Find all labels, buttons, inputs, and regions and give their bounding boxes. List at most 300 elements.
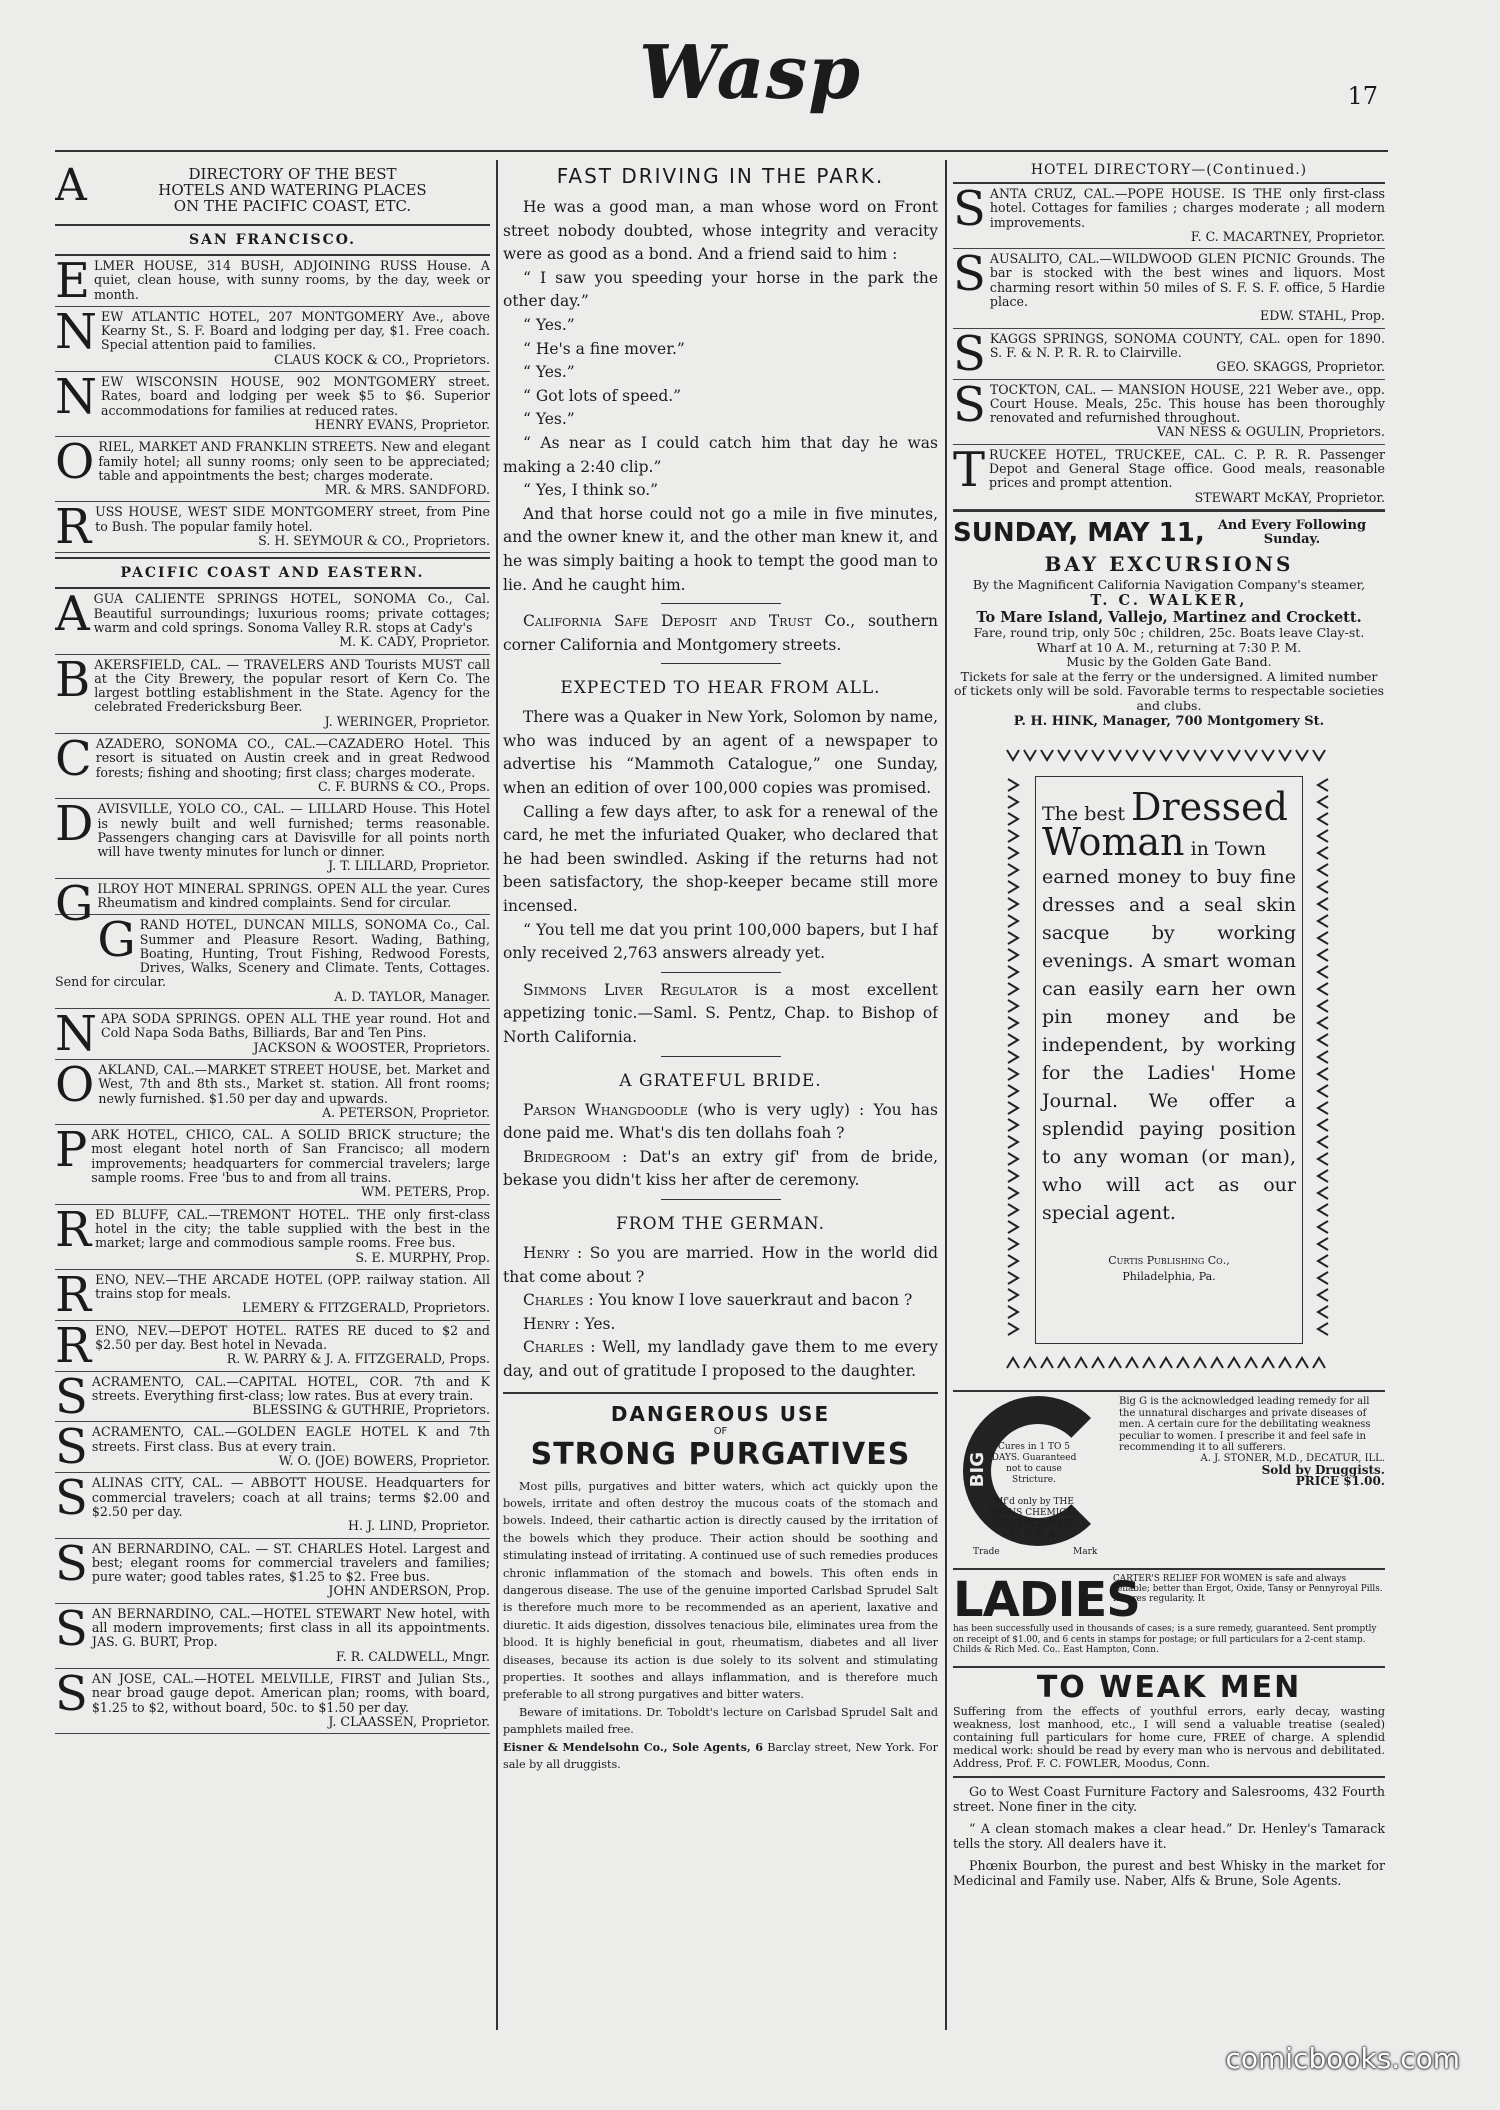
entry-proprietor: A. PETERSON, Proprietor. xyxy=(322,1104,490,1120)
entry-initial: A xyxy=(55,586,90,643)
entry-proprietor: STEWART McKAY, Proprietor. xyxy=(1194,489,1385,505)
paragraph: There was a Quaker in New York, Solomon by name, who was induced by an agent of a newspaper to advertise his “Mammoth Catalogue,” one Sunday, when an edition of over 100,000 copies was promised. xyxy=(503,708,938,798)
bay-destinations: To Mare Island, Vallejo, Martinez and Crockett. xyxy=(976,609,1362,627)
paragraph: Most pills, purgatives and bitter waters, which act quickly upon the bowels, irritate and often destroy the mucous coats of the stomach and bowels. Indeed, their cathartic action is directly caused by the irritation of the bowels which they produce. Their action should be soothing and stimulating instead of irritating. A continued use of such remedies produces chronic inflammation of the stomach and bowels. This often ends in dangerous disease. The use of the genuine imported Carlsbad Sprudel Salt is therefore much more to be recommended as an aperient, laxative and diuretic. It aids digestion, dissolves tenacious bile, eliminates urea from the blood. It is highly beneficial in gout, rheumatism, diabetes and all liver diseases, because its action is due solely to its solvent and stimulating properties. It soothes and allays inflammation, and is therefore much preferable to all strong purgatives and bitter waters. xyxy=(503,1479,938,1702)
entry-text: ACRAMENTO, CAL.—CAPITAL HOTEL, COR. 7th and K streets. Everything first-class; low rates. Bus at every train. xyxy=(91,1373,490,1403)
ornament-mark xyxy=(1126,1358,1138,1368)
advert-signature: Curtis Publishing Co., Philadelphia, Pa. xyxy=(1108,1254,1230,1284)
ornament-mark xyxy=(1318,966,1328,978)
ornament-mark xyxy=(1318,1255,1328,1267)
directory-heading-lines xyxy=(95,166,490,214)
ornament-mark xyxy=(1177,750,1189,760)
entry-initial: N xyxy=(55,303,97,360)
directory-entry xyxy=(55,499,490,556)
directory-entry xyxy=(55,1419,490,1476)
entry-initial: R xyxy=(55,1317,92,1374)
ornament-mark xyxy=(1318,1187,1328,1199)
ornament-mark xyxy=(1008,813,1018,825)
ornament-mark xyxy=(1318,1102,1328,1114)
entry-text: GUA CALIENTE SPRINGS HOTEL, SONOMA Co., Cal. Beautiful surroundings; luxurious rooms; private cottages; warm and cold springs. Sonoma Valley R.R. stops at Cady's xyxy=(93,591,490,635)
entry-text: ENO, NEV.—THE ARCADE HOTEL (OPP. railway station. All trains stop for meals. xyxy=(95,1271,490,1302)
directory-entry xyxy=(55,1317,490,1374)
entry-initial: E xyxy=(55,253,91,309)
entry-proprietor: JOHN ANDERSON, Prop. xyxy=(328,1583,490,1599)
entry-text: AZADERO, SONOMA CO., CAL.—CAZADERO Hotel. This resort is situated on Austin creek and in great Redwood forests; fishing and shooting; first class; charges moderate. xyxy=(95,736,490,780)
speech: Yes. xyxy=(584,1314,616,1333)
paragraph: “ I saw you speeding your horse in the park the other day.” xyxy=(503,268,938,311)
ornament-mark xyxy=(1177,1358,1189,1368)
ornament-mark xyxy=(1008,1255,1018,1267)
ornament-mark xyxy=(1318,779,1328,791)
ornament-mark xyxy=(1008,898,1018,910)
hotel-entries-continued xyxy=(953,181,1385,510)
ornament-mark xyxy=(1008,1272,1018,1284)
ornament-mark xyxy=(1008,1187,1018,1199)
directory-entry xyxy=(55,253,490,309)
entry-initial: S xyxy=(953,246,986,303)
directory-entry xyxy=(55,875,490,932)
ornament-mark xyxy=(1143,750,1155,760)
entry-text: AKLAND, CAL.—MARKET STREET HOUSE, bet. Market and West, 7th and 8th sts., Market st. station. All front rooms; newly furnished. $1.50 per day and upwards. xyxy=(98,1061,490,1106)
ornament-mark xyxy=(1318,881,1328,893)
ornament-mark xyxy=(1245,750,1257,760)
ornament-mark xyxy=(1318,1153,1328,1165)
bay-excursions-advert xyxy=(953,510,1385,731)
entry-initial: O xyxy=(55,434,95,491)
directory-entry xyxy=(55,1122,490,1204)
column-rule-2 xyxy=(945,160,947,2030)
directory-entry xyxy=(55,1266,490,1323)
ornament-mark xyxy=(1008,932,1018,944)
entry-proprietor: CLAUS KOCK & CO., Proprietors. xyxy=(274,351,490,367)
steamer-name: T. C. WALKER, xyxy=(1090,592,1248,610)
directory-heading xyxy=(55,160,490,226)
ornament-mark xyxy=(1313,750,1325,760)
purgatives-body xyxy=(503,1478,938,1739)
bay-excursions-title: BAY EXCURSIONS xyxy=(1044,551,1294,576)
ornament-mark xyxy=(1008,796,1018,808)
drop-cap-a: A xyxy=(55,160,87,211)
ornament-mark xyxy=(1008,1323,1018,1335)
ornament-mark xyxy=(1318,1323,1328,1335)
entry-text: LMER HOUSE, 314 BUSH, ADJOINING RUSS House. A quiet, clean house, with sunny rooms, by the day, week or month. xyxy=(94,258,490,302)
entry-text: AVISVILLE, YOLO CO., CAL. — LILLARD House. This Hotel is newly built and well furnished; terms reasonable. Passengers changing cars at Davisville for all points north will have twenty minutes for lunch or dinner. xyxy=(97,801,490,860)
speaker: Charles : xyxy=(523,1338,596,1357)
entry-text: APA SODA SPRINGS. OPEN ALL THE year round. Hot and Cold Napa Soda Baths, Billiards, Bar and Ten Pins. xyxy=(101,1011,490,1041)
ornament-mark xyxy=(1318,932,1328,944)
speaker: Parson Whangdoodle xyxy=(523,1100,688,1119)
safe-deposit-notice: California Safe Deposit and Trust Co., southern corner California and Montgomery streets. xyxy=(503,612,938,654)
entry-initial: R xyxy=(55,1201,92,1258)
paragraph: He was a good man, a man whose word on Front street nobody doubted, whose integrity and veracity were as good as a bond. And a friend said to him : xyxy=(503,198,938,264)
ornament-mark xyxy=(1318,813,1328,825)
purgatives-heading-2: STRONG PURGATIVES xyxy=(530,1436,911,1472)
entry-text: AUSALITO, CAL.—WILDWOOD GLEN PICNIC Grounds. The bar is stocked with the best wines and liquors. Most charming resort within 50 miles of S. F. S. F. office, 5 Hardie place. xyxy=(989,251,1385,310)
ornament-mark xyxy=(1092,1358,1104,1368)
ornament-mark xyxy=(1143,1358,1155,1368)
section-san-francisco: SAN FRANCISCO. xyxy=(55,226,490,256)
entry-proprietor: J. WERINGER, Proprietor. xyxy=(324,713,490,729)
title-fast-driving: FAST DRIVING IN THE PARK. xyxy=(556,164,885,188)
ornament-mark xyxy=(1318,864,1328,876)
entry-text: RUCKEE HOTEL, TRUCKEE, CAL. C. P. R. R. Passenger Depot and General Stage office. Good meals, reasonable prices and prompt attention. xyxy=(989,446,1385,491)
entry-proprietor: J. CLAASSEN, Proprietor. xyxy=(328,1713,490,1729)
column-hotel-directory xyxy=(55,160,490,2040)
bay-fare: Fare, round trip, only 50c ; children, 25c. Boats leave Clay-st. Wharf at 10 A. M., returning at 7:30 P. M. xyxy=(973,625,1365,655)
ornament-mark xyxy=(1092,750,1104,760)
dialogue-line xyxy=(503,1336,938,1383)
ornament-mark xyxy=(1007,1358,1019,1368)
separator xyxy=(661,1056,781,1057)
ornament-mark xyxy=(1228,1358,1240,1368)
bay-music: Music by the Golden Gate Band. xyxy=(1066,654,1272,670)
entry-initial: B xyxy=(55,651,91,708)
ornament-mark xyxy=(1008,966,1018,978)
ornament-mark xyxy=(1008,1017,1018,1029)
simmons-notice: Simmons Liver Regulator is a most excellent appetizing tonic.—Saml. S. Pentz, Chap. to Bishop of North California. xyxy=(503,980,938,1046)
ornament-mark xyxy=(1318,1221,1328,1233)
entry-proprietor: R. W. PARRY & J. A. FITZGERALD, Props. xyxy=(226,1351,490,1367)
ornament-mark xyxy=(1008,1085,1018,1097)
entry-initial: S xyxy=(55,1665,88,1722)
weak-men-text: Suffering from the effects of youthful errors, early decay, wasting weakness, lost manhood, etc., I will send a valuable treatise (sealed) containing full particulars for home cure, FREE of charge. A splendid medical work: should be read by every man who is nervous and debilitated. Address, Prof. F. C. FOWLER, Moodus, Conn. xyxy=(953,1705,1385,1771)
directory-entry xyxy=(55,912,490,1009)
purgatives-advert xyxy=(503,1392,938,1774)
entry-text: EW ATLANTIC HOTEL, 207 MONTGOMERY Ave., above Kearny St., S. F. Board and lodging per day, $1. Free coach. Special attention paid to families. xyxy=(101,308,490,353)
ornament-mark xyxy=(1109,750,1121,760)
entry-initial: O xyxy=(55,1056,95,1113)
directory-entry xyxy=(55,434,490,502)
directory-entry xyxy=(55,1535,490,1604)
entry-initial: T xyxy=(953,441,986,498)
ornament-mark xyxy=(1318,949,1328,961)
entry-initial: D xyxy=(55,796,94,853)
watermark: comicbooks.com xyxy=(1225,2042,1460,2075)
ornament-mark xyxy=(1008,830,1018,842)
entry-initial: G xyxy=(97,912,136,969)
expected-article xyxy=(503,706,938,966)
entry-proprietor: MR. & MRS. SANDFORD. xyxy=(324,482,490,498)
entry-text: ARK HOTEL, CHICO, CAL. A SOLID BRICK structure; the most elegant hotel north of San Francisco; all modern improvements; headquarters for commercial travelers; large sample rooms. Free 'bus to and from all trains. xyxy=(91,1127,490,1186)
entry-proprietor: A. D. TAYLOR, Manager. xyxy=(334,988,490,1004)
speech: Dat's an extry gif' from de bride, bekase you didn't kiss her after de ceremony. xyxy=(503,1147,938,1190)
bay-line: By the Magnificent California Navigation Company's steamer, xyxy=(972,576,1366,592)
ornament-mark xyxy=(1008,1136,1018,1148)
ornament-mark xyxy=(1008,1221,1018,1233)
san-francisco-entries xyxy=(55,253,490,556)
ornament-mark xyxy=(1279,750,1291,760)
column-ads xyxy=(953,160,1385,2040)
ornament-mark xyxy=(1007,750,1019,760)
entry-text: KAGGS SPRINGS, SONOMA COUNTY, CAL. open for 1890. S. F. & N. P. R. R. to Clairville. xyxy=(989,330,1385,360)
directory-entry xyxy=(953,325,1385,382)
directory-heading-line: HOTELS AND WATERING PLACES xyxy=(158,181,427,199)
ornament-mark xyxy=(1008,1068,1018,1080)
entry-initial: S xyxy=(953,325,986,382)
entry-text: USS HOUSE, WEST SIDE MONTGOMERY street, from Pine to Bush. The popular family hotel. xyxy=(95,504,490,534)
ornament-mark xyxy=(1245,1358,1257,1368)
entry-text: AN BERNARDINO, CAL. — ST. CHARLES Hotel. Largest and best; elegant rooms for commercial travelers and families; pure water; good tables rates, $1.25 to $2. Free bus. xyxy=(91,1540,490,1585)
entry-initial: R xyxy=(55,499,92,556)
big-g-advert xyxy=(953,1390,1385,1568)
grateful-bride-article xyxy=(503,1099,938,1193)
entry-proprietor: J. T. LILLARD, Proprietor. xyxy=(328,858,490,874)
from-german-article xyxy=(503,1242,938,1384)
ornament-mark xyxy=(1008,1238,1018,1250)
ornament-mark xyxy=(1318,983,1328,995)
ornament-mark xyxy=(1318,1051,1328,1063)
directory-entry xyxy=(55,1006,490,1063)
speaker: Charles : xyxy=(523,1291,594,1310)
ornament-mark xyxy=(1318,1119,1328,1131)
ornament-mark xyxy=(1008,983,1018,995)
paragraph: “ Yes.” xyxy=(523,363,575,382)
ornament-mark xyxy=(1008,1170,1018,1182)
ornament-mark xyxy=(1008,1000,1018,1012)
entry-text: ANTA CRUZ, CAL.—POPE HOUSE. IS THE only first-class hotel. Cottages for families ; charges moderate ; all modern improvements. xyxy=(989,186,1385,230)
paragraph: “ Yes.” xyxy=(523,315,575,334)
dialogue-line xyxy=(503,1146,938,1193)
ornament-mark xyxy=(1318,1136,1328,1148)
entry-proprietor: W. O. (JOE) BOWERS, Proprietor. xyxy=(278,1453,490,1469)
ornament-mark xyxy=(1318,1204,1328,1216)
separator xyxy=(661,663,781,664)
ladies-bottom-text: has been successfully used in thousands of cases; is a sure remedy, guaranteed. Sent promptly on receipt of $1.00, and 6 cents in stamps for postage; or full particulars for a 2-cent stamp. Childs & Rich Med. Co.. East Hampton, Conn. xyxy=(953,1624,1377,1656)
ornament-mark xyxy=(1318,1034,1328,1046)
bay-manager: P. H. HINK, Manager, 700 Montgomery St. xyxy=(1013,714,1325,730)
masthead xyxy=(0,30,1500,150)
misc-notice: Go to West Coast Furniture Factory and Salesrooms, 432 Fourth street. None finer in the city. xyxy=(953,1784,1385,1815)
column-rule-1 xyxy=(496,160,498,2030)
header-rule xyxy=(55,150,1388,152)
ornament-mark xyxy=(1008,1119,1018,1131)
entry-proprietor: F. C. MACARTNEY, Proprietor. xyxy=(1190,228,1385,244)
ornament-mark xyxy=(1024,1358,1036,1368)
entry-initial: S xyxy=(953,181,986,237)
entry-initial: S xyxy=(55,1419,88,1476)
paragraph: “ Got lots of speed.” xyxy=(523,386,682,405)
ornament-mark xyxy=(1262,1358,1274,1368)
title-grateful-bride: A GRATEFUL BRIDE. xyxy=(619,1070,822,1091)
fast-driving-article xyxy=(503,196,938,597)
column-articles xyxy=(503,160,938,2040)
ornament-mark xyxy=(1008,1306,1018,1318)
ornament-mark xyxy=(1109,1358,1121,1368)
entry-text: TOCKTON, CAL. — MANSION HOUSE, 221 Weber ave., opp. Court House. Meals, 25c. This house has been thoroughly renovated and refurnished throughout. xyxy=(989,381,1385,426)
ornament-mark xyxy=(1008,847,1018,859)
ornament-mark xyxy=(1008,864,1018,876)
ornament-mark xyxy=(1318,915,1328,927)
entry-proprietor: HENRY EVANS, Proprietor. xyxy=(314,416,490,432)
ornament-mark xyxy=(1008,1034,1018,1046)
paragraph: And that horse could not go a mile in five minutes, and the owner knew it, and the other man knew it, and he was simply baiting a hook to tempt the good man to lie. And he caught him. xyxy=(503,504,938,594)
ornament-mark xyxy=(1228,750,1240,760)
ornament-mark xyxy=(1318,1170,1328,1182)
entry-proprietor: LEMERY & FITZGERALD, Proprietors. xyxy=(242,1300,490,1316)
advert-text: The best Dressed Woman in Town earned money to buy fine dresses and a seal skin sacque by working evenings. A smart woman can easily earn her own pin money and be independent, by working for the Ladies' Home Journal. We offer a splendid paying position to any woman (or man), who will act as our special agent. Curtis Publishing Co., Philadelphia, Pa. xyxy=(1042,785,1296,1284)
ornament-mark xyxy=(1041,750,1053,760)
pacific-coast-entries xyxy=(55,586,490,1734)
ornament-mark xyxy=(1318,1306,1328,1318)
directory-entry xyxy=(55,1470,490,1538)
section-pacific-coast: PACIFIC COAST AND EASTERN. xyxy=(55,557,490,589)
paragraph: Beware of imitations. Dr. Toboldt's lecture on Carlsbad Sprudel Salt and pamphlets mailed free. xyxy=(503,1705,938,1737)
entry-proprietor: GEO. SKAGGS, Proprietor. xyxy=(1216,359,1385,375)
speaker: Bridegroom : xyxy=(523,1147,628,1166)
advert-inner-panel xyxy=(1035,776,1303,1344)
purgatives-heading-1: DANGEROUS USE xyxy=(610,1401,831,1426)
entry-text: ILROY HOT MINERAL SPRINGS. OPEN ALL the year. Cures Rheumatism and kindred complaints. Send for circular. xyxy=(97,880,490,910)
big-g-word: BIG xyxy=(967,1452,988,1488)
big-g-description: Big G is the acknowledged leading remedy for all the unnatural discharges and private diseases of men. A certain cure for the debilitating weakness peculiar to women. I prescribe it and feel safe in recommending it to all sufferers. A. J. STONER, M.D., DECATUR, ILL. Sold by Druggists. PRICE $1.00. xyxy=(1119,1396,1385,1489)
ornament-mark xyxy=(1318,1289,1328,1301)
ornament-mark xyxy=(1318,898,1328,910)
eisner-agents: Eisner & Mendelsohn Co., Sole Agents, 6 Barclay street, New York. For sale by all druggists. xyxy=(503,1739,938,1772)
misc-notice: Phœnix Bourbon, the purest and best Whisky in the market for Medicinal and Family use. Naber, Alfs & Brune, Sole Agents. xyxy=(953,1858,1385,1889)
mark-label: Mark xyxy=(1073,1547,1098,1558)
entry-proprietor: WM. PETERS, Prop. xyxy=(361,1184,490,1200)
entry-text: ACRAMENTO, CAL.—GOLDEN EAGLE HOTEL K and 7th streets. First class. Bus at every train. xyxy=(91,1424,490,1454)
ornament-mark xyxy=(1058,1358,1070,1368)
entry-proprietor: H. J. LIND, Proprietor. xyxy=(348,1518,490,1534)
ornament-mark xyxy=(1008,949,1018,961)
speech: (who is very ugly) : You has done paid me. What's dis ten dollahs foah ? xyxy=(503,1100,938,1143)
entry-proprietor: C. F. BURNS & CO., Props. xyxy=(317,778,490,794)
big-g-inner-text: Cures in 1 TO 5 DAYS. Guaranteed not to cause Stricture. Mf'd only by THE EVANS CHEMICAL CO. CINCINNATI, O. U. S. A. xyxy=(989,1442,1079,1541)
wasp-logo: Wasp xyxy=(638,30,862,116)
entry-proprietor: S. H. SEYMOUR & CO., Proprietors. xyxy=(258,533,490,549)
ornament-mark xyxy=(1318,1272,1328,1284)
speech: You know I love sauerkraut and bacon ? xyxy=(598,1291,913,1310)
ladies-home-journal-advert xyxy=(999,740,1339,1380)
directory-entry xyxy=(55,1665,490,1734)
paragraph: “ Yes.” xyxy=(523,410,575,429)
title-from-german: FROM THE GERMAN. xyxy=(616,1213,825,1234)
entry-initial: S xyxy=(55,1368,88,1425)
ladies-word: LADIES xyxy=(953,1572,1140,1629)
entry-proprietor: JACKSON & WOOSTER, Proprietors. xyxy=(253,1039,490,1055)
ornament-mark xyxy=(1041,1358,1053,1368)
dialogue-line xyxy=(503,1099,938,1146)
directory-heading-line: DIRECTORY OF THE BEST xyxy=(188,165,397,183)
ornament-mark xyxy=(1296,1358,1308,1368)
ornament-mark xyxy=(1008,1289,1018,1301)
ornament-mark xyxy=(1211,750,1223,760)
speaker: Henry : xyxy=(523,1314,580,1333)
directory-entry xyxy=(953,376,1385,445)
ornament-mark xyxy=(1279,1358,1291,1368)
dialogue-line xyxy=(503,1313,938,1337)
ornament-mark xyxy=(1008,915,1018,927)
ornament-mark xyxy=(1318,1017,1328,1029)
ladies-top-text: CARTER'S RELIEF FOR WOMEN is safe and always reliable; better than Ergot, Oxide, Tansy or Pennyroyal Pills. Insures regularity. It xyxy=(1113,1574,1383,1605)
ladies-advert xyxy=(953,1568,1385,1666)
entry-text: ENO, NEV.—DEPOT HOTEL. RATES RE duced to $2 and $2.50 per day. Best hotel in Nevada. xyxy=(95,1322,490,1352)
entry-text: ALINAS CITY, CAL. — ABBOTT HOUSE. Headquarters for commercial travelers; coach at all trains; terms $2.00 and $2.50 per day. xyxy=(91,1475,490,1519)
directory-entry xyxy=(55,1368,490,1425)
sunday-subtitle: And Every Following Sunday. xyxy=(1217,517,1367,547)
dialogue-line xyxy=(503,1289,938,1313)
speech: So you are married. How in the world did that come about ? xyxy=(503,1243,938,1286)
directory-entry xyxy=(953,181,1385,249)
ornament-mark xyxy=(1318,796,1328,808)
entry-initial: S xyxy=(55,1600,88,1657)
directory-entry xyxy=(55,796,490,878)
entry-proprietor: BLESSING & GUTHRIE, Proprietors. xyxy=(252,1402,490,1418)
ornament-mark xyxy=(1318,1238,1328,1250)
entry-proprietor: F. R. CALDWELL, Mngr. xyxy=(335,1648,490,1664)
misc-notice: “ A clean stomach makes a clear head.” Dr. Henley's Tamarack tells the story. All dealers have it. xyxy=(953,1821,1385,1852)
directory-entry xyxy=(55,303,490,372)
ornament-mark xyxy=(1075,750,1087,760)
separator xyxy=(661,972,781,973)
entry-text: RAND HOTEL, DUNCAN MILLS, SONOMA Co., Cal. Summer and Pleasure Resort. Wading, Bathing, Boating, Hunting, Trout Fishing, Redwood Forests, Drives, Walks, Scenery and Climate. Tents, Cottages. Send for circular. xyxy=(55,917,490,990)
entry-text: AKERSFIELD, CAL. — TRAVELERS AND Tourists MUST call at the City Brewery, the popular resort of Kern Co. The largest bottling establishment in the State. Agency for the celebrated Fredericksburg Beer. xyxy=(94,656,490,715)
entry-text: AN BERNARDINO, CAL.—HOTEL STEWART New hotel, with all modern improvements; first class in all its appointments. JAS. G. BURT, Prop. xyxy=(91,1605,490,1650)
directory-entry xyxy=(55,731,490,799)
bay-tickets: Tickets for sale at the ferry or the undersigned. A limited number of tickets only will be sold. Favorable terms to respectable societies and clubs. xyxy=(953,668,1385,713)
ornament-mark xyxy=(1296,750,1308,760)
entry-initial: N xyxy=(55,369,97,426)
dialogue-line xyxy=(503,1242,938,1289)
ornament-mark xyxy=(1318,1085,1328,1097)
ornament-mark xyxy=(1008,1204,1018,1216)
page-number: 17 xyxy=(1347,82,1378,110)
ornament-mark xyxy=(1008,1051,1018,1063)
directory-entry xyxy=(953,246,1385,328)
entry-text: RIEL, MARKET AND FRANKLIN STREETS. New and elegant family hotel; all sunny rooms; only seen to be appreciated; table and appointments the best; charges moderate. xyxy=(98,439,490,483)
ornament-mark xyxy=(1008,881,1018,893)
ornament-mark xyxy=(1211,1358,1223,1368)
directory-entry xyxy=(953,441,1385,510)
directory-entry xyxy=(55,1600,490,1669)
entry-initial: P xyxy=(55,1122,88,1179)
ornament-mark xyxy=(1160,750,1172,760)
entry-initial: R xyxy=(55,1266,92,1323)
entry-initial: S xyxy=(953,376,986,433)
ornament-mark xyxy=(1194,1358,1206,1368)
ornament-mark xyxy=(1024,750,1036,760)
ornament-mark xyxy=(1008,779,1018,791)
ornament-mark xyxy=(1318,1068,1328,1080)
trade-label: Trade xyxy=(973,1547,1000,1558)
directory-entry xyxy=(55,1201,490,1270)
entry-initial: S xyxy=(55,1535,88,1592)
paragraph: “ He's a fine mover.” xyxy=(523,339,685,358)
entry-text: EW WISCONSIN HOUSE, 902 MONTGOMERY street. Rates, board and lodging per week $5 to $6. Superior accommodations for families at reduced rates. xyxy=(101,374,490,418)
ornament-mark xyxy=(1160,1358,1172,1368)
ornament-mark xyxy=(1075,1358,1087,1368)
ornament-mark xyxy=(1318,830,1328,842)
entry-initial: N xyxy=(55,1006,97,1063)
ornament-mark xyxy=(1318,847,1328,859)
entry-proprietor: VAN NESS & OGULIN, Proprietors. xyxy=(1156,424,1385,440)
hotel-directory-continued: HOTEL DIRECTORY—(Continued.) xyxy=(953,160,1385,184)
directory-entry xyxy=(55,1056,490,1125)
ornament-mark xyxy=(1058,750,1070,760)
entry-initial: S xyxy=(55,1470,88,1527)
entry-proprietor: EDW. STAHL, Prop. xyxy=(1260,308,1385,324)
directory-entry xyxy=(55,586,490,654)
weak-men-advert xyxy=(953,1666,1385,1770)
paragraph: “ Yes, I think so.” xyxy=(523,481,659,500)
speaker: Henry : xyxy=(523,1243,583,1262)
purgatives-heading-of: OF xyxy=(713,1425,728,1437)
ornament-mark xyxy=(1194,750,1206,760)
separator xyxy=(661,1199,781,1200)
ornament-mark xyxy=(1313,1358,1325,1368)
sunday-title: SUNDAY, MAY 11, xyxy=(953,517,1205,548)
